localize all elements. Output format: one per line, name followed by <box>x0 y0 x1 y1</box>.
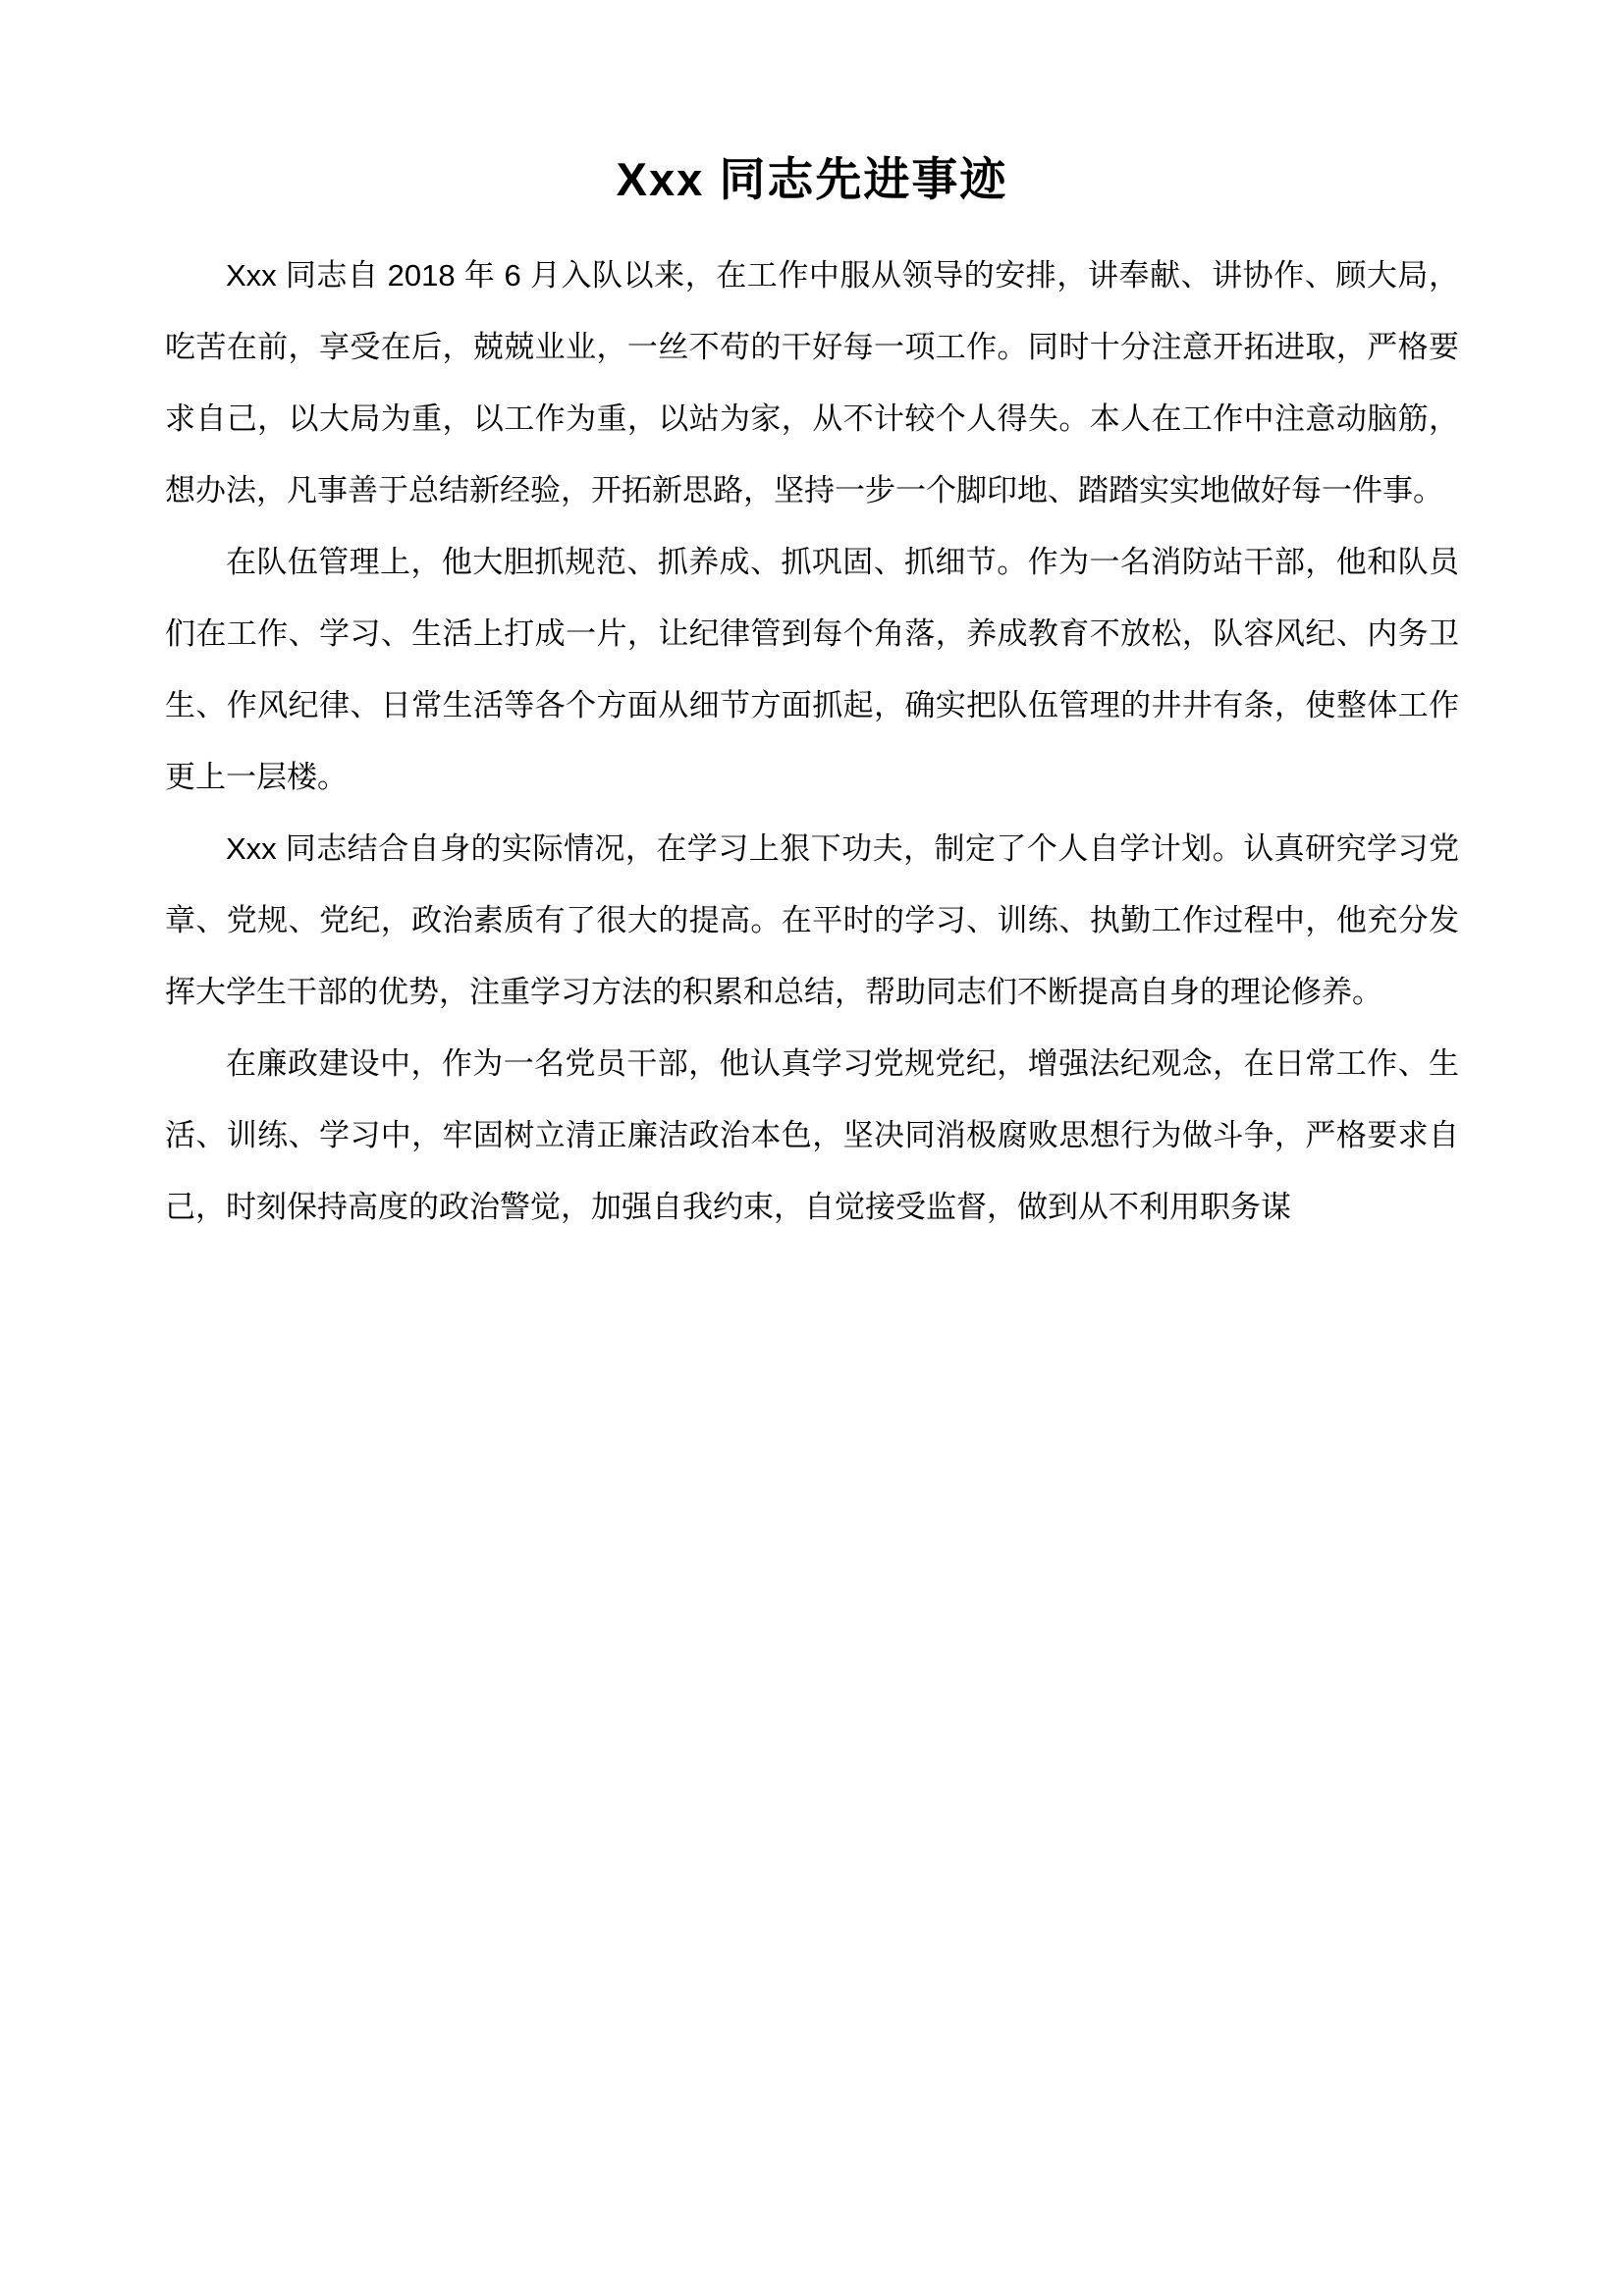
paragraph-2: 在队伍管理上，他大胆抓规范、抓养成、抓巩固、抓细节。作为一名消防站干部，他和队员们在工作、学习、生活上打成一片，让纪律管到每个角落，养成教育不放松，队容风纪、内务卫生、作风纪律、日常生活等各个方面从细节方面抓起，确实把队伍管理的井井有条，使整体工作更上一层楼。 <box>165 544 1459 794</box>
document-body <box>165 240 1459 1243</box>
paragraph-4: 在廉政建设中，作为一名党员干部，他认真学习党规党纪，增强法纪观念，在日常工作、生活、训练、学习中，牢固树立清正廉洁政治本色，坚决同消极腐败思想行为做斗争，严格要求自己，时刻保持高度的政治警觉，加强自我约束，自觉接受监督，做到从不利用职务谋 <box>165 1045 1459 1224</box>
paragraph-1: Xxx 同志自 2018 年 6 月入队以来，在工作中服从领导的安排，讲奉献、讲协作、顾大局，吃苦在前，享受在后，兢兢业业，一丝不苟的干好每一项工作。同时十分注意开拓进取，严格要求自己，以大局为重，以工作为重，以站为家，从不计较个人得失。本人在工作中注意动脑筋，想办法，凡事善于总结新经验，开拓新思路，坚持一步一个脚印地、踏踏实实地做好每一件事。 <box>165 257 1459 507</box>
paragraph-3: Xxx 同志结合自身的实际情况，在学习上狠下功夫，制定了个人自学计划。认真研究学习党章、党规、党纪，政治素质有了很大的提高。在平时的学习、训练、执勤工作过程中，他充分发挥大学生干部的优势，注重学习方法的积累和总结，帮助同志们不断提高自身的理论修养。 <box>165 830 1459 1009</box>
document-title: Xxx 同志先进事迹 <box>616 153 1008 205</box>
